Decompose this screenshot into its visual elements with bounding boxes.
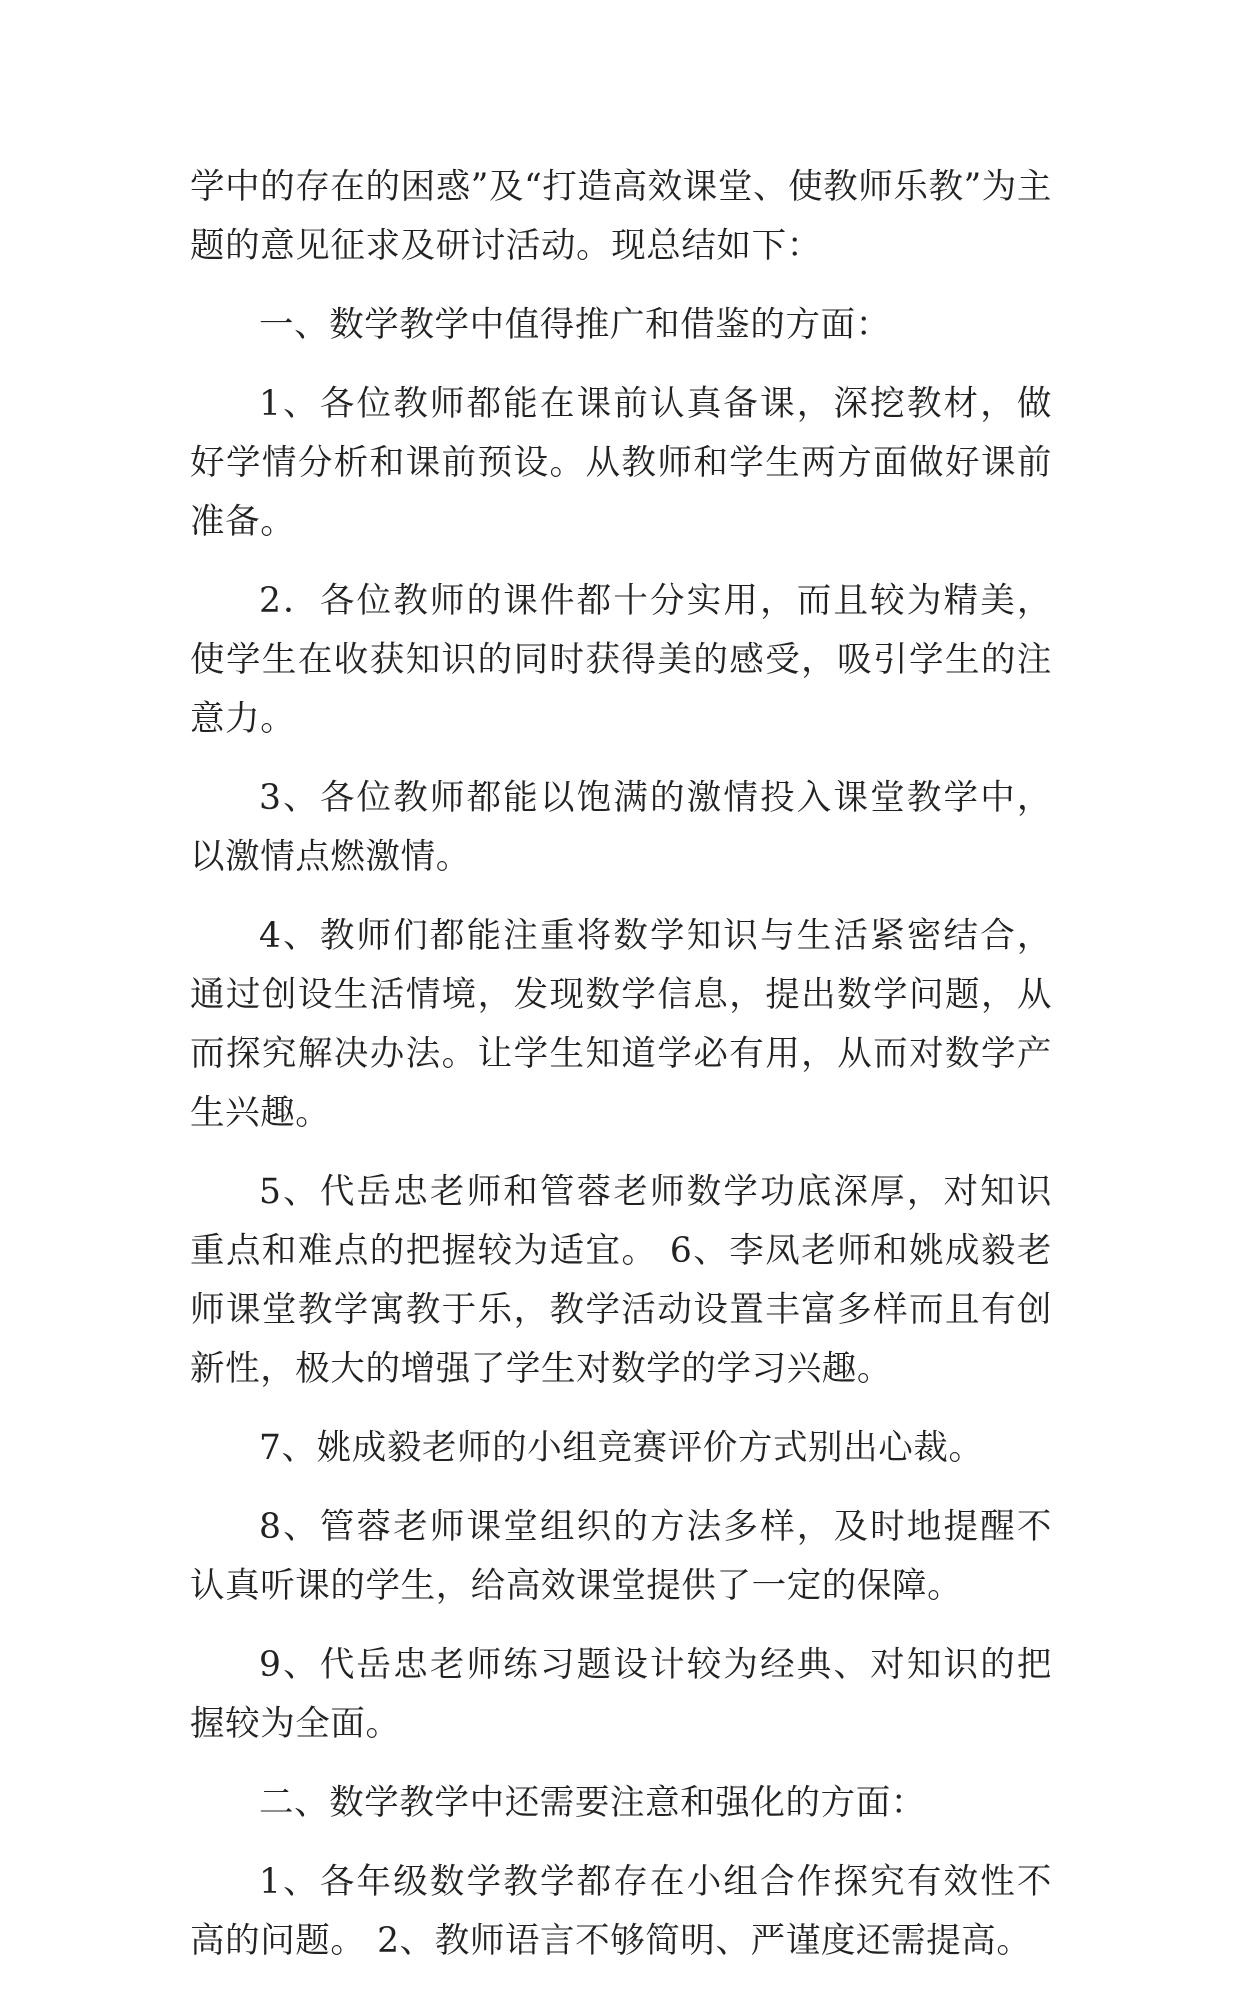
section-heading-2: 二、数学教学中还需要注意和强化的方面： [259, 1783, 926, 1823]
paragraph-item-1-2: 1、各年级数学教学都存在小组合作探究有效性不高的问题。 2、教师语言不够简明、严谨度还需提高。 [190, 1862, 1052, 1961]
paragraph-item-4: 4、教师们都能注重将数学知识与生活紧密结合，通过创设生活情境，发现数学信息，提出数学问题，从而探究解决办法。让学生知道学必有用，从而对数学产生兴趣。 [190, 916, 1052, 1133]
paragraph-item-2: 2．各位教师的课件都十分实用，而且较为精美，使学生在收获知识的同时获得美的感受，吸引学生的注意力。 [190, 581, 1052, 739]
paragraph-item-7: 7、姚成毅老师的小组竞赛评价方式别出心裁。 [259, 1428, 984, 1468]
paragraph-item-9: 9、代岳忠老师练习题设计较为经典、对知识的把握较为全面。 [190, 1645, 1052, 1744]
paragraph-item-1: 1、各位教师都能在课前认真备课，深挖教材，做好学情分析和课前预设。从教师和学生两方面做好课前准备。 [190, 384, 1052, 542]
paragraph-item-5-6: 5、代岳忠老师和管蓉老师数学功底深厚，对知识重点和难点的把握较为适宜。 6、李凤老师和姚成毅老师课堂教学寓教于乐，教学活动设置丰富多样而且有创新性，极大的增强了学生对数学的学习兴趣。 [190, 1172, 1052, 1389]
paragraph-continuation: 学中的存在的困惑”及“打造高效课堂、使教师乐教”为主题的意见征求及研讨活动。现总结如下： [190, 167, 1053, 266]
paragraph-item-8: 8、管蓉老师课堂组织的方法多样，及时地提醒不认真听课的学生，给高效课堂提供了一定的保障。 [190, 1507, 1052, 1606]
document-page [190, 158, 1052, 1991]
section-heading-1: 一、数学教学中值得推广和借鉴的方面： [259, 305, 891, 345]
paragraph-item-3: 3、各位教师都能以饱满的激情投入课堂教学中，以激情点燃激情。 [190, 778, 1052, 877]
